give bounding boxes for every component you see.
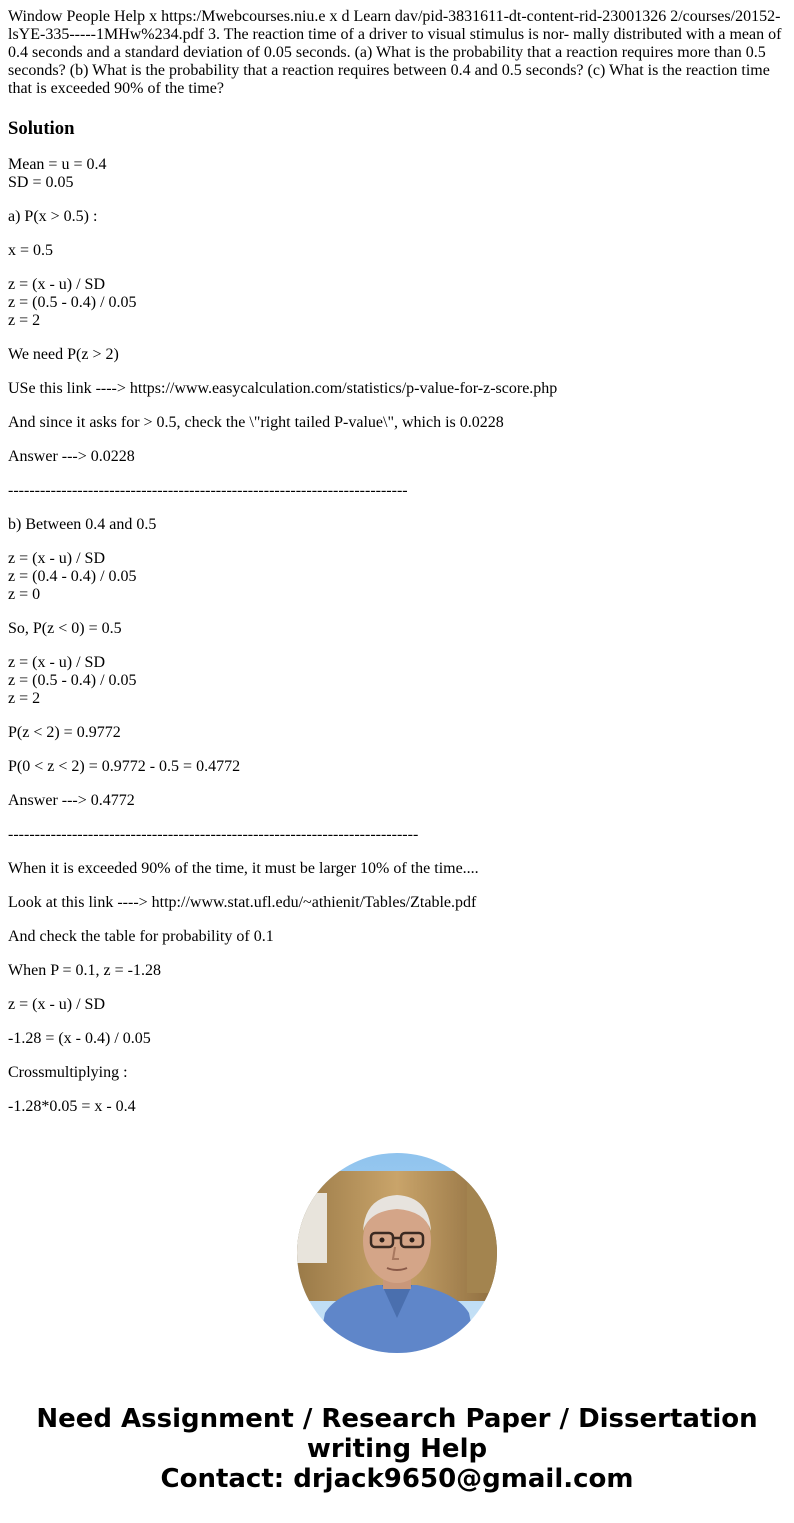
solution-paragraph [8,550,786,604]
solution-line: z = 2 [8,690,41,707]
solution-paragraph [8,1030,786,1048]
solution-paragraph [8,448,786,466]
solution-line: Mean = u = 0.4 [8,156,107,173]
person-photo-icon [297,1153,497,1353]
solution-line: z = (x - u) / SD [8,276,106,293]
solution-line: Answer ---> 0.0228 [8,448,135,465]
author-avatar [297,1153,497,1353]
solution-line: z = (0.4 - 0.4) / 0.05 [8,568,137,585]
solution-line: z = (x - u) / SD [8,654,106,671]
solution-line: --------------------------------------------------------------------------- [8,482,408,499]
solution-line: USe this link ----> https://www.easycalculation.com/statistics/p-value-for-z-score.php [8,380,558,397]
solution-paragraph [8,928,786,946]
solution-paragraph [8,414,786,432]
solution-heading: Solution [8,118,75,139]
solution-line: -1.28*0.05 = x - 0.4 [8,1098,136,1115]
solution-line: And check the table for probability of 0.1 [8,928,274,945]
solution-paragraph [8,516,786,534]
solution-line: P(z < 2) = 0.9772 [8,724,121,741]
solution-paragraph [8,620,786,638]
solution-line: z = (x - u) / SD [8,996,106,1013]
solution-line: z = (0.5 - 0.4) / 0.05 [8,294,137,311]
solution-line: z = (0.5 - 0.4) / 0.05 [8,672,137,689]
solution-paragraph [8,346,786,364]
solution-line: ----------------------------------------------------------------------------- [8,826,419,843]
solution-line: P(0 < z < 2) = 0.9772 - 0.5 = 0.4772 [8,758,241,775]
solution-line: z = 0 [8,586,41,603]
solution-paragraph [8,1098,786,1116]
solution-paragraph [8,208,786,226]
solution-steps [8,156,786,1116]
solution-paragraph [8,792,786,810]
solution-paragraph [8,654,786,708]
promo-contact: Contact: drjack9650@gmail.com [160,1464,634,1494]
solution-paragraph [8,482,786,500]
solution-line: b) Between 0.4 and 0.5 [8,516,157,533]
question-text: Window People Help x https:/Mwebcourses.niu.e x d Learn dav/pid-3831611-dt-content-rid-23001326 2/courses/20152-lsYE-335-----1MHw%234.pdf 3. The reaction time of a driver to visual stimulus is nor- mally distributed with a mean of 0.4 seconds and a standard deviation of 0.05 seconds. (a) What is the probability that a reaction requires more than 0.5 seconds? (b) What is the probability that a reaction requires between 0.4 and 0.5 seconds? (c) What is the reaction time that is exceeded 90% of the time? [8,8,782,97]
solution-paragraph [8,242,786,260]
solution-line: z = (x - u) / SD [8,550,106,567]
solution-paragraph [8,380,786,398]
promo-banner [0,1404,794,1494]
solution-line: Crossmultiplying : [8,1064,128,1081]
solution-line: a) P(x > 0.5) : [8,208,98,225]
solution-paragraph [8,724,786,742]
solution-line: So, P(z < 0) = 0.5 [8,620,122,637]
solution-paragraph [8,758,786,776]
solution-paragraph [8,826,786,844]
solution-paragraph [8,1064,786,1082]
solution-line: When it is exceeded 90% of the time, it must be larger 10% of the time.... [8,860,479,877]
solution-line: Look at this link ----> http://www.stat.ufl.edu/~athienit/Tables/Ztable.pdf [8,894,477,911]
promo-line: Need Assignment / Research Paper / Dissertation [36,1404,758,1434]
solution-paragraph [8,894,786,912]
promo-line: writing Help [306,1434,488,1464]
solution-line: SD = 0.05 [8,174,74,191]
solution-paragraph [8,962,786,980]
solution-paragraph [8,276,786,330]
solution-paragraph [8,860,786,878]
solution-line: z = 2 [8,312,41,329]
solution-paragraph [8,996,786,1014]
solution-line: -1.28 = (x - 0.4) / 0.05 [8,1030,151,1047]
solution-line: We need P(z > 2) [8,346,119,363]
solution-line: And since it asks for > 0.5, check the \"right tailed P-value\", which is 0.0228 [8,414,504,431]
solution-line: x = 0.5 [8,242,54,259]
document-body [8,8,786,1116]
solution-paragraph [8,156,786,192]
solution-line: When P = 0.1, z = -1.28 [8,962,161,979]
solution-line: Answer ---> 0.4772 [8,792,135,809]
